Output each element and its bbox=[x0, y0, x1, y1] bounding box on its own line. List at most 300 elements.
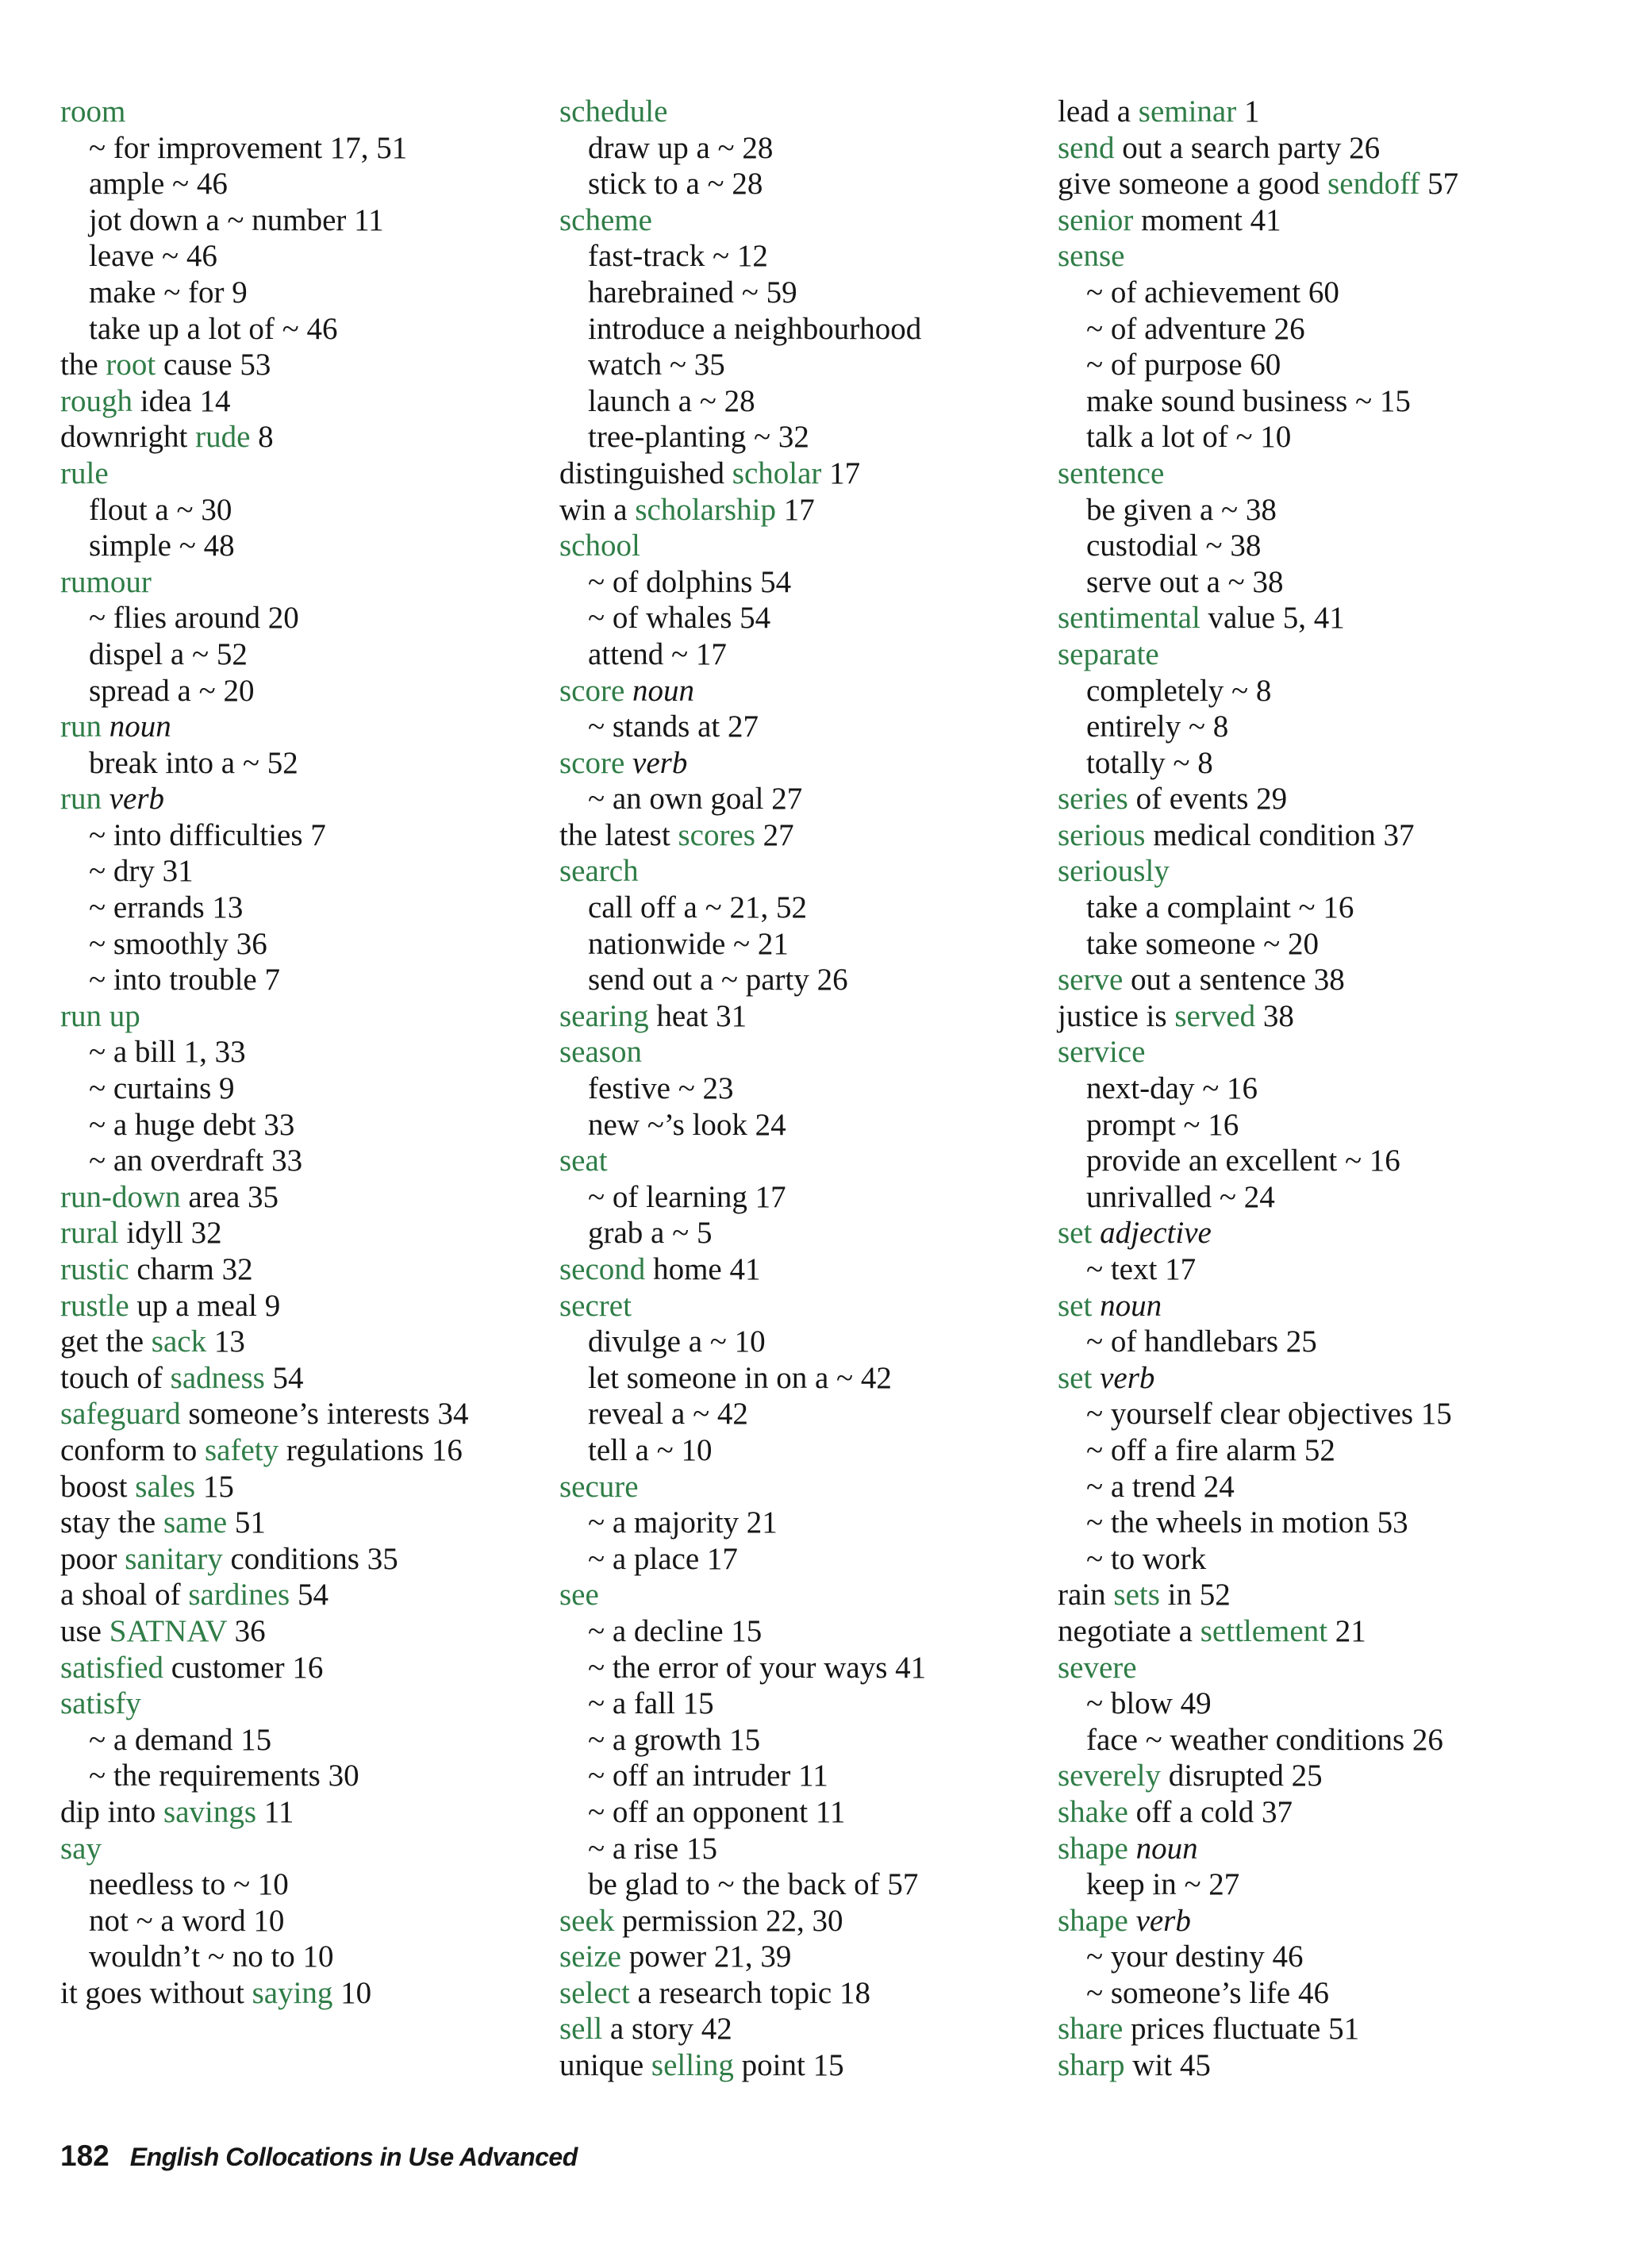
entry-text: a shoal of bbox=[60, 1578, 189, 1613]
entry-text: ~ the wheels in motion 53 bbox=[1086, 1505, 1408, 1540]
headword: run bbox=[60, 709, 102, 744]
entry-text: off a cold 37 bbox=[1128, 1794, 1293, 1829]
index-subentry bbox=[60, 1143, 544, 1179]
entry-text: win a bbox=[559, 492, 636, 527]
index-subentry bbox=[1058, 1469, 1542, 1505]
index-subentry bbox=[559, 926, 1043, 963]
entry-text: call off a ~ 21, 52 bbox=[588, 890, 807, 925]
entry-text: justice is bbox=[1058, 998, 1175, 1033]
entry-text: 17 bbox=[821, 456, 861, 490]
entry-text: customer 16 bbox=[163, 1650, 324, 1685]
index-entry bbox=[60, 1215, 544, 1251]
entry-text: 11 bbox=[256, 1794, 294, 1829]
headword: scheme bbox=[559, 202, 652, 237]
headword: savings bbox=[163, 1794, 257, 1829]
headword: seminar bbox=[1138, 94, 1237, 129]
entry-text: wouldn’t ~ no to 10 bbox=[89, 1939, 334, 1974]
index-subentry bbox=[559, 419, 1043, 456]
index-subentry bbox=[1058, 1071, 1542, 1107]
index-subentry bbox=[60, 130, 544, 167]
index-entry bbox=[1058, 1903, 1542, 1939]
headword: serve bbox=[1058, 963, 1124, 998]
headword: see bbox=[559, 1578, 599, 1613]
index-entry bbox=[1058, 998, 1542, 1035]
entry-text: talk a lot of ~ 10 bbox=[1086, 420, 1292, 455]
entry-text: value 5, 41 bbox=[1200, 601, 1345, 636]
headword: serious bbox=[1058, 817, 1146, 852]
entry-text: flout a ~ 30 bbox=[89, 492, 232, 527]
index-subentry bbox=[1058, 564, 1542, 601]
entry-text: fast-track ~ 12 bbox=[588, 239, 768, 274]
headword: schedule bbox=[559, 94, 668, 129]
index-subentry bbox=[559, 890, 1043, 926]
entry-text: draw up a ~ 28 bbox=[588, 130, 774, 165]
entry-text: provide an excellent ~ 16 bbox=[1086, 1144, 1400, 1178]
entry-text: medical condition 37 bbox=[1145, 817, 1415, 852]
index-subentry bbox=[1058, 1143, 1542, 1179]
entry-text: unique bbox=[559, 2048, 651, 2083]
entry-text: introduce a neighbourhood bbox=[588, 311, 922, 346]
entry-text: ~ flies around 20 bbox=[89, 601, 299, 636]
index-subentry bbox=[559, 636, 1043, 673]
headword: share bbox=[1058, 2012, 1124, 2047]
entry-text: charm 32 bbox=[129, 1252, 253, 1286]
entry-text: power 21, 39 bbox=[620, 1939, 792, 1974]
entry-text: ~ blow 49 bbox=[1086, 1686, 1212, 1721]
entry-text: negotiate a bbox=[1058, 1613, 1201, 1648]
index-entry bbox=[1058, 456, 1542, 492]
entry-text: idea 14 bbox=[133, 383, 231, 418]
index-entry bbox=[1058, 2047, 1542, 2084]
headword: SATNAV bbox=[109, 1613, 227, 1648]
entry-text: 10 bbox=[332, 1975, 372, 2010]
headword: settlement bbox=[1200, 1613, 1328, 1648]
entry-text: ~ of handlebars 25 bbox=[1086, 1324, 1317, 1359]
index-column-3 bbox=[1058, 94, 1542, 2084]
headword: seriously bbox=[1058, 854, 1170, 889]
entry-text: the latest bbox=[559, 817, 678, 852]
index-subentry bbox=[1058, 1324, 1542, 1360]
index-entry bbox=[60, 1975, 544, 2012]
index-entry bbox=[559, 202, 1043, 239]
index-subentry bbox=[60, 890, 544, 926]
entry-text: watch ~ 35 bbox=[588, 348, 725, 382]
entry-text: idyll 32 bbox=[118, 1216, 222, 1251]
index-subentry bbox=[60, 528, 544, 564]
index-subentry bbox=[559, 1613, 1043, 1650]
index-subentry bbox=[559, 1686, 1043, 1722]
entry-text: regulations 16 bbox=[279, 1432, 463, 1467]
entry-text: be given a ~ 38 bbox=[1086, 492, 1277, 527]
headword: run bbox=[60, 782, 102, 817]
headword: senior bbox=[1058, 202, 1134, 237]
entry-text: next-day ~ 16 bbox=[1086, 1071, 1258, 1106]
headword: sense bbox=[1058, 239, 1125, 274]
headword: say bbox=[60, 1831, 102, 1866]
entry-text: ~ curtains 9 bbox=[89, 1071, 235, 1106]
index-subentry bbox=[1058, 528, 1542, 564]
index-entry bbox=[559, 492, 1043, 529]
entry-text: 57 bbox=[1419, 167, 1459, 202]
index-entry bbox=[60, 1831, 544, 1867]
entry-text bbox=[1092, 1289, 1100, 1323]
index-subentry bbox=[1058, 1251, 1542, 1288]
entry-text: ~ dry 31 bbox=[89, 854, 194, 889]
headword: searing bbox=[559, 998, 649, 1033]
headword: series bbox=[1058, 782, 1128, 817]
index-subentry bbox=[60, 962, 544, 998]
entry-text: poor bbox=[60, 1541, 125, 1576]
entry-text: completely ~ 8 bbox=[1086, 673, 1272, 708]
index-subentry bbox=[559, 238, 1043, 275]
index-subentry bbox=[559, 564, 1043, 601]
entry-text: leave ~ 46 bbox=[89, 239, 217, 274]
index-subentry bbox=[559, 1396, 1043, 1432]
index-entry bbox=[1058, 2011, 1542, 2047]
entry-text: ~ an own goal 27 bbox=[588, 782, 803, 817]
entry-text: ~ of purpose 60 bbox=[1086, 348, 1281, 382]
headword: rustle bbox=[60, 1288, 129, 1323]
entry-text: out a sentence 38 bbox=[1123, 963, 1345, 998]
entry-text: serve out a ~ 38 bbox=[1086, 564, 1284, 599]
headword: run up bbox=[60, 998, 140, 1033]
headword: same bbox=[163, 1505, 228, 1540]
entry-text: ~ off a fire alarm 52 bbox=[1086, 1432, 1335, 1467]
entry-text: disrupted 25 bbox=[1160, 1759, 1323, 1793]
headword: scholar bbox=[732, 456, 822, 490]
index-entry bbox=[559, 1903, 1043, 1939]
index-entry bbox=[559, 1251, 1043, 1288]
entry-text: be glad to ~ the back of 57 bbox=[588, 1867, 919, 1902]
index-subentry bbox=[1058, 347, 1542, 383]
entry-text: tree-planting ~ 32 bbox=[588, 420, 809, 455]
index-entry bbox=[1058, 130, 1542, 167]
index-subentry bbox=[1058, 1505, 1542, 1541]
index-column-1 bbox=[60, 94, 544, 2011]
entry-text: ~ a trend 24 bbox=[1086, 1469, 1235, 1504]
index-entry bbox=[60, 383, 544, 420]
headword: seize bbox=[559, 1939, 621, 1974]
entry-text: 8 bbox=[250, 420, 274, 455]
index-entry bbox=[559, 998, 1043, 1035]
index-entry bbox=[60, 456, 544, 492]
headword: satisfy bbox=[60, 1686, 141, 1721]
entry-text: ~ the requirements 30 bbox=[89, 1759, 359, 1793]
index-column-2 bbox=[559, 94, 1043, 2084]
entry-text: make sound business ~ 15 bbox=[1086, 383, 1411, 418]
index-entry bbox=[1058, 1577, 1542, 1613]
index-subentry bbox=[1058, 926, 1542, 963]
index-entry bbox=[60, 564, 544, 601]
index-entry bbox=[1058, 853, 1542, 890]
index-entry bbox=[559, 853, 1043, 890]
headword: sadness bbox=[170, 1360, 265, 1395]
entry-text: attend ~ 17 bbox=[588, 636, 727, 671]
entry-text: conform to bbox=[60, 1432, 205, 1467]
headword: sendoff bbox=[1327, 167, 1420, 202]
headword: sardines bbox=[188, 1578, 290, 1613]
entry-text: custodial ~ 38 bbox=[1086, 529, 1262, 563]
index-subentry bbox=[1058, 311, 1542, 348]
part-of-speech: verb bbox=[1135, 1903, 1191, 1938]
index-subentry bbox=[559, 1722, 1043, 1759]
headword: root bbox=[106, 348, 156, 382]
index-subentry bbox=[60, 1034, 544, 1071]
entry-text: ample ~ 46 bbox=[89, 167, 228, 202]
index-subentry bbox=[60, 926, 544, 963]
part-of-speech: noun bbox=[632, 673, 695, 708]
index-entry bbox=[60, 781, 544, 817]
entry-text: take someone ~ 20 bbox=[1086, 926, 1319, 961]
headword: separate bbox=[1058, 636, 1159, 671]
entry-text: ~ off an opponent 11 bbox=[588, 1794, 846, 1829]
index-subentry bbox=[559, 130, 1043, 167]
index-subentry bbox=[559, 1324, 1043, 1360]
headword: seek bbox=[559, 1903, 615, 1938]
entry-text: let someone in on a ~ 42 bbox=[588, 1360, 892, 1395]
index-entry bbox=[60, 1794, 544, 1831]
index-entry bbox=[559, 745, 1043, 782]
entry-text: new ~’s look 24 bbox=[588, 1107, 786, 1142]
index-subentry bbox=[60, 1107, 544, 1144]
index-subentry bbox=[1058, 1432, 1542, 1469]
entry-text: dispel a ~ 52 bbox=[89, 636, 248, 671]
headword: select bbox=[559, 1975, 630, 2010]
entry-text bbox=[102, 782, 109, 816]
index-subentry bbox=[559, 1432, 1043, 1469]
headword: safeguard bbox=[60, 1397, 181, 1432]
index-entry bbox=[60, 1505, 544, 1541]
entry-text: ~ a demand 15 bbox=[89, 1722, 272, 1757]
headword: sentimental bbox=[1058, 601, 1201, 636]
index-subentry bbox=[559, 962, 1043, 998]
headword: seat bbox=[559, 1144, 608, 1178]
index-entry bbox=[559, 1288, 1043, 1324]
index-subentry bbox=[559, 1071, 1043, 1107]
headword: scholarship bbox=[635, 492, 776, 527]
index-entry bbox=[60, 1360, 544, 1397]
entry-text: 21 bbox=[1327, 1613, 1366, 1648]
index-entry bbox=[60, 1324, 544, 1360]
index-subentry bbox=[1058, 709, 1542, 745]
index-entry bbox=[559, 817, 1043, 854]
headword: sharp bbox=[1058, 2048, 1125, 2083]
index-entry bbox=[1058, 202, 1542, 239]
entry-text: take a complaint ~ 16 bbox=[1086, 890, 1354, 925]
index-subentry bbox=[559, 311, 1043, 348]
entry-text: stick to a ~ 28 bbox=[588, 167, 763, 202]
headword: severely bbox=[1058, 1759, 1161, 1793]
entry-text: face ~ weather conditions 26 bbox=[1086, 1722, 1443, 1757]
entry-text: ~ someone’s life 46 bbox=[1086, 1975, 1329, 2010]
index-entry bbox=[1058, 94, 1542, 130]
headword: shake bbox=[1058, 1794, 1128, 1829]
index-subentry bbox=[60, 1758, 544, 1794]
headword: satisfied bbox=[60, 1650, 163, 1685]
entry-text: distinguished bbox=[559, 456, 732, 490]
headword: school bbox=[559, 529, 640, 563]
book-title: English Collocations in Use Advanced bbox=[129, 2143, 578, 2171]
headword: second bbox=[559, 1252, 646, 1286]
index-subentry bbox=[559, 347, 1043, 383]
headword: rural bbox=[60, 1216, 119, 1251]
entry-text bbox=[102, 709, 109, 744]
index-entry bbox=[1058, 1758, 1542, 1794]
index-subentry bbox=[60, 1722, 544, 1759]
index-entry bbox=[60, 1251, 544, 1288]
entry-text: ~ yourself clear objectives 15 bbox=[1086, 1397, 1452, 1432]
part-of-speech: verb bbox=[1100, 1360, 1155, 1395]
index-entry bbox=[60, 1396, 544, 1432]
entry-text: totally ~ 8 bbox=[1086, 745, 1213, 780]
index-entry bbox=[60, 998, 544, 1035]
entry-text: ~ a fall 15 bbox=[588, 1686, 714, 1721]
part-of-speech: noun bbox=[1135, 1831, 1198, 1866]
index-subentry bbox=[60, 202, 544, 239]
headword: secure bbox=[559, 1469, 639, 1504]
index-subentry bbox=[60, 853, 544, 890]
entry-text: take up a lot of ~ 46 bbox=[89, 311, 338, 346]
entry-text: unrivalled ~ 24 bbox=[1086, 1179, 1275, 1214]
part-of-speech: noun bbox=[109, 709, 171, 744]
page-footer bbox=[60, 2139, 578, 2173]
index-entry bbox=[60, 1288, 544, 1324]
entry-text: 15 bbox=[195, 1469, 234, 1504]
entry-text: make ~ for 9 bbox=[89, 275, 248, 309]
index-subentry bbox=[1058, 419, 1542, 456]
entry-text: ~ a bill 1, 33 bbox=[89, 1035, 246, 1070]
entry-text: not ~ a word 10 bbox=[89, 1903, 285, 1938]
index-subentry bbox=[60, 817, 544, 854]
index-subentry bbox=[60, 275, 544, 311]
index-subentry bbox=[559, 781, 1043, 817]
entry-text: send out a ~ party 26 bbox=[588, 963, 848, 998]
index-entry bbox=[559, 1577, 1043, 1613]
index-entry bbox=[559, 673, 1043, 709]
headword: set bbox=[1058, 1288, 1093, 1323]
index-subentry bbox=[559, 383, 1043, 420]
entry-text: ~ off an intruder 11 bbox=[588, 1759, 828, 1793]
entry-text: tell a ~ 10 bbox=[588, 1432, 713, 1467]
index-subentry bbox=[60, 1866, 544, 1903]
index-subentry bbox=[60, 745, 544, 782]
index-entry bbox=[559, 1939, 1043, 1975]
entry-text: festive ~ 23 bbox=[588, 1071, 734, 1106]
headword: search bbox=[559, 854, 639, 889]
entry-text: 36 bbox=[226, 1613, 266, 1648]
entry-text: 27 bbox=[755, 817, 794, 852]
entry-text: spread a ~ 20 bbox=[89, 673, 255, 708]
index-entry bbox=[1058, 238, 1542, 275]
entry-text: ~ of achievement 60 bbox=[1086, 275, 1339, 309]
index-subentry bbox=[1058, 1686, 1542, 1722]
entry-text: launch a ~ 28 bbox=[588, 383, 755, 418]
headword: sets bbox=[1113, 1578, 1160, 1613]
entry-text: 38 bbox=[1255, 998, 1294, 1033]
entry-text: ~ the error of your ways 41 bbox=[588, 1650, 927, 1685]
entry-text: break into a ~ 52 bbox=[89, 745, 298, 780]
index-entry bbox=[60, 1613, 544, 1650]
entry-text: ~ an overdraft 33 bbox=[89, 1144, 303, 1178]
entry-text: point 15 bbox=[733, 2048, 844, 2083]
entry-text: of events 29 bbox=[1128, 782, 1288, 817]
entry-text: give someone a good bbox=[1058, 167, 1328, 202]
index-subentry bbox=[1058, 673, 1542, 709]
entry-text: ~ a rise 15 bbox=[588, 1831, 717, 1866]
entry-text: touch of bbox=[60, 1360, 171, 1395]
index-subentry bbox=[1058, 1866, 1542, 1903]
entry-text: area 35 bbox=[180, 1179, 279, 1214]
headword: safety bbox=[204, 1432, 279, 1467]
index-entry bbox=[1058, 636, 1542, 673]
entry-text: ~ errands 13 bbox=[89, 890, 244, 925]
entry-text: ~ a place 17 bbox=[588, 1541, 738, 1576]
entry-text: prices fluctuate 51 bbox=[1123, 2012, 1360, 2047]
entry-text: simple ~ 48 bbox=[89, 529, 235, 563]
page-number: 182 bbox=[60, 2139, 109, 2172]
index-subentry bbox=[60, 673, 544, 709]
index-entry bbox=[1058, 1288, 1542, 1324]
entry-text: ~ of adventure 26 bbox=[1086, 311, 1305, 346]
index-subentry bbox=[559, 600, 1043, 636]
headword: rude bbox=[195, 420, 251, 455]
index-entry bbox=[1058, 1613, 1542, 1650]
entry-text: ~ a majority 21 bbox=[588, 1505, 778, 1540]
entry-text bbox=[624, 674, 632, 708]
headword: shape bbox=[1058, 1903, 1128, 1938]
index-entry bbox=[60, 1541, 544, 1578]
index-subentry bbox=[559, 1215, 1043, 1251]
index-entry bbox=[1058, 781, 1542, 817]
index-subentry bbox=[60, 636, 544, 673]
entry-text: keep in ~ 27 bbox=[1086, 1867, 1240, 1902]
index-entry bbox=[60, 347, 544, 383]
index-entry bbox=[60, 709, 544, 745]
entry-text: 1 bbox=[1236, 94, 1260, 129]
headword: rumour bbox=[60, 564, 152, 599]
index-subentry bbox=[1058, 1975, 1542, 2012]
entry-text: 13 bbox=[206, 1324, 245, 1359]
entry-text: get the bbox=[60, 1324, 152, 1359]
entry-text: harebrained ~ 59 bbox=[588, 275, 797, 309]
headword: severe bbox=[1058, 1650, 1137, 1685]
headword: set bbox=[1058, 1360, 1093, 1395]
part-of-speech: verb bbox=[109, 782, 165, 817]
entry-text: grab a ~ 5 bbox=[588, 1216, 713, 1251]
index-subentry bbox=[1058, 275, 1542, 311]
entry-text: a story 42 bbox=[602, 2012, 732, 2047]
entry-text: boost bbox=[60, 1469, 136, 1504]
index-entry bbox=[1058, 1034, 1542, 1071]
index-entry bbox=[1058, 817, 1542, 854]
index-subentry bbox=[1058, 1179, 1542, 1216]
index-entry bbox=[559, 94, 1043, 130]
entry-text bbox=[1092, 1216, 1100, 1250]
entry-text: ~ a decline 15 bbox=[588, 1613, 763, 1648]
headword: sentence bbox=[1058, 456, 1165, 490]
entry-text: ~ a huge debt 33 bbox=[89, 1107, 295, 1142]
index-subentry bbox=[60, 1939, 544, 1975]
index-subentry bbox=[1058, 1722, 1542, 1759]
index-entry bbox=[60, 419, 544, 456]
index-entry bbox=[60, 1432, 544, 1469]
entry-text: needless to ~ 10 bbox=[89, 1867, 289, 1902]
entry-text: moment 41 bbox=[1133, 202, 1281, 237]
headword: secret bbox=[559, 1288, 632, 1323]
index-entry bbox=[1058, 600, 1542, 636]
index-entry bbox=[1058, 1215, 1542, 1251]
entry-text: ~ into difficulties 7 bbox=[89, 817, 326, 852]
